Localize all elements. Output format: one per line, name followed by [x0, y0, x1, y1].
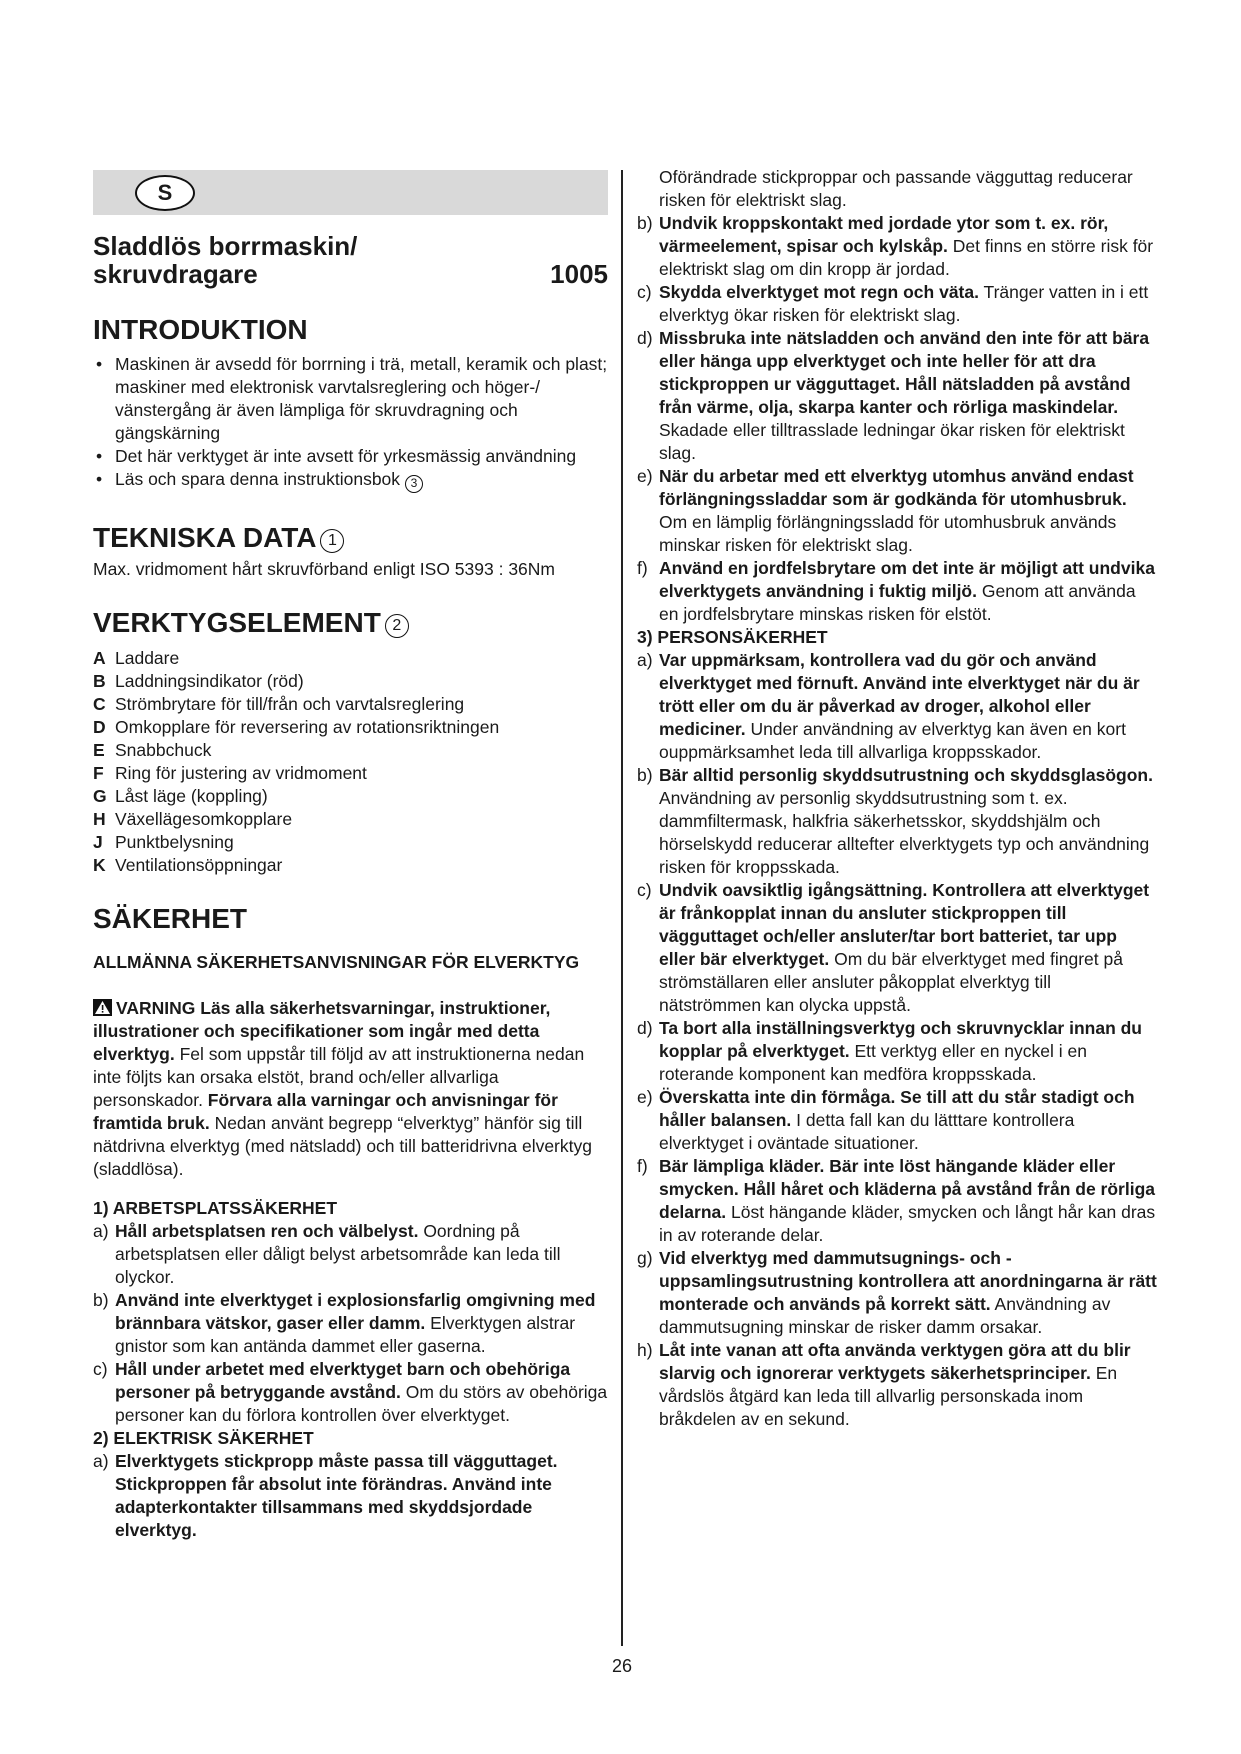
safety-item: d) Missbruka inte nätsladden och använd den inte för att bära eller hänga upp elverktyget och inte heller för att dra stickproppen ur vägguttaget. Håll nätsladden på avstånd från värme, olja, skarpa kanter och rörliga maskindelar. Skadade eller tilltrasslade ledningar ökar risken för elektriskt slag. [637, 328, 1150, 463]
left-column [93, 170, 608, 1542]
elements-heading: VERKTYGSELEMENT 2 [93, 605, 608, 641]
safety-item: c) Håll under arbetet med elverktyget barn och obehöriga personer på betryggande avstånd. Om du störs av obehöriga personer kan du förlora kontrollen över elverktyget. [93, 1358, 608, 1425]
workplace-safety-heading: 1) ARBETSPLATSSÄKERHET [93, 1197, 338, 1218]
safety-item: d) Ta bort alla inställningsverktyg och skruvnycklar innan du kopplar på elverktyget. Ett verktyg eller en nyckel i en roterande komponent kan medföra kroppsskada. [637, 1018, 1143, 1084]
element-item: F Ring för justering av vridmoment [93, 762, 367, 783]
warning-triangle-icon [93, 999, 112, 1016]
safety-item: b) Använd inte elverktyget i explosionsfarlig omgivning med brännbara vätskor, gaser eller damm. Elverktygen alstrar gnistor som kan antända dammet eller gaserna. [93, 1289, 596, 1356]
product-title [93, 232, 608, 288]
element-item: G Låst läge (koppling) [93, 785, 268, 806]
intro-heading: INTRODUKTION [93, 314, 308, 345]
safety-item: f) Bär lämpliga kläder. Bär inte löst hängande kläder eller smycken. Håll håret och kläderna på avstånd från de rörliga delarna. Löst hängande kläder, smycken och långt hår kan dras in av roterande delar. [637, 1156, 1156, 1245]
column-divider [621, 170, 623, 1646]
intro-bullet: • Läs och spara denna instruktionsbok 3 [93, 468, 608, 493]
element-item: E Snabbchuck [93, 739, 212, 760]
element-item: B Laddningsindikator (röd) [93, 670, 304, 691]
element-item: H Växellägesomkopplare [93, 808, 293, 829]
safety-heading: SÄKERHET [93, 902, 248, 934]
safety-item: h) Låt inte vanan att ofta använda verktygen göra att du blir slarvig och ignorerar verktygets säkerhetsprinciper. En vårdslös åtgärd kan leda till allvarlig personskada inom bråkdelen av en sekund. [637, 1340, 1131, 1429]
element-item: D Omkopplare för reversering av rotationsriktningen [93, 716, 500, 737]
product-title-line2: skruvdragare [93, 259, 258, 289]
element-item: J Punktbelysning [93, 831, 234, 852]
tech-data-heading: TEKNISKA DATA 1 [93, 520, 608, 556]
safety-item: b) Undvik kroppskontakt med jordade ytor som t. ex. rör, värmeelement, spisar och kylskåp. Det finns en större risk för elektriskt slag om din kropp är jordad. [637, 213, 1154, 279]
safety-item: a) Elverktygets stickpropp måste passa till vägguttaget. Stickproppen får absolut inte förändras. Använd inte adapterkontakter tillsammans med skyddsjordade elverktyg. [93, 1450, 558, 1540]
tech-data-torque: Max. vridmoment hårt skruvförband enligt ISO 5393 : 36Nm [93, 558, 556, 579]
product-title-line1: Sladdlös borrmaskin/ [93, 231, 358, 261]
general-warning-paragraph: VARNING Läs alla säkerhetsvarningar, instruktioner, illustrationer och specifikationer som ingår med detta elverktyg. Fel som uppstår till följd av att instruktionerna nedan inte följts kan orsaka elstöt, brand och/eller allvarliga personskador. Förvara alla varningar och anvisningar för framtida bruk. Nedan använt begrepp “elverktyg” hänför sig till nätdrivna elverktyg (med nätsladd) och till batteridrivna elverktyg (sladdlösa). [93, 997, 592, 1179]
personal-safety-heading: 3) PERSONSÄKERHET [637, 627, 828, 647]
safety-item: c) Undvik oavsiktlig igångsättning. Kontrollera att elverktyget är frånkopplat innan du ansluter stickproppen till vägguttaget och/eller ansluter/tar bort batteriet, tar upp eller bär elverktyget. Om du bär elverktyget med fingret på strömställaren eller ansluter påkopplat elverktyg till nätströmmen kan olycka uppstå. [637, 880, 1150, 1015]
safety-item-continuation: Oförändrade stickproppar och passande vägguttag reducerar risken för elektriskt slag. [659, 167, 1133, 210]
safety-item: g) Vid elverktyg med dammutsugnings- och -uppsamlingsutrustning kontrollera att anordningarna är rätt monterade och används på korrekt sätt. Användning av dammutsugning minskar de risker damm orsakar. [637, 1248, 1157, 1337]
safety-item: c) Skydda elverktyget mot regn och väta. Tränger vatten in i ett elverktyg ökar risken för elektriskt slag. [637, 282, 1149, 325]
product-model-number: 1005 [550, 259, 608, 289]
figure-ref-icon: 1 [320, 529, 344, 553]
intro-bullet: • Det här verktyget är inte avsett för yrkesmässig användning [93, 445, 608, 468]
figure-ref-icon: 3 [405, 475, 423, 493]
page-number: 26 [612, 1656, 633, 1676]
language-badge: S [135, 175, 195, 211]
safety-subheading: ALLMÄNNA SÄKERHETSANVISNINGAR FÖR ELVERKTYG [93, 951, 580, 972]
element-item: A Laddare [93, 647, 180, 668]
safety-item: a) Håll arbetsplatsen ren och välbelyst. Oordning på arbetsplatsen eller dåligt belyst arbetsområde kan leda till olyckor. [93, 1220, 561, 1287]
safety-item: a) Var uppmärksam, kontrollera vad du gör och använd elverktyget med förnuft. Använd inte elverktyget när du är trött eller om du är påverkad av droger, alkohol eller mediciner. Under användning av elverktyg kan även en kort ouppmärksamhet leda till allvarliga kroppsskador. [637, 650, 1140, 762]
electrical-safety-heading: 2) ELEKTRISK SÄKERHET [93, 1427, 314, 1448]
intro-bullet-list [93, 353, 608, 493]
safety-item: e) När du arbetar med ett elverktyg utomhus använd endast förlängningssladdar som är godkända för utomhusbruk. Om en lämplig förlängningssladd för utomhusbruk används minskar risken för elektriskt slag. [637, 466, 1134, 555]
safety-item: b) Bär alltid personlig skyddsutrustning och skyddsglasögon. Användning av personlig skyddsutrustning som t. ex. dammfiltermask, halkfria säkerhetsskor, skyddshjälm och hörselskydd reducerar alltefter elverktygets typ och användning risken för kroppsskada. [637, 765, 1153, 877]
figure-ref-icon: 2 [385, 614, 409, 638]
language-header-bar [93, 170, 608, 215]
safety-item: f) Använd en jordfelsbrytare om det inte är möjligt att undvika elverktygets användning i fuktig miljö. Genom att använda en jordfelsbrytare minskas risken för elstöt. [637, 558, 1155, 624]
safety-item: e) Överskatta inte din förmåga. Se till att du står stadigt och håller balansen. I detta fall kan du lätttare kontrollera elverktyget i oväntade situationer. [637, 1087, 1135, 1153]
elements-list [93, 647, 608, 877]
element-item: K Ventilationsöppningar [93, 854, 283, 875]
element-item: C Strömbrytare för till/från och varvtalsreglering [93, 693, 465, 714]
right-column [637, 166, 1157, 1431]
intro-bullet: • Maskinen är avsedd för borrning i trä, metall, keramik och plast; maskiner med elektronisk varvtalsreglering och höger-/ vänstergång är även lämpliga för skruvdragning och gängskärning [93, 353, 608, 445]
